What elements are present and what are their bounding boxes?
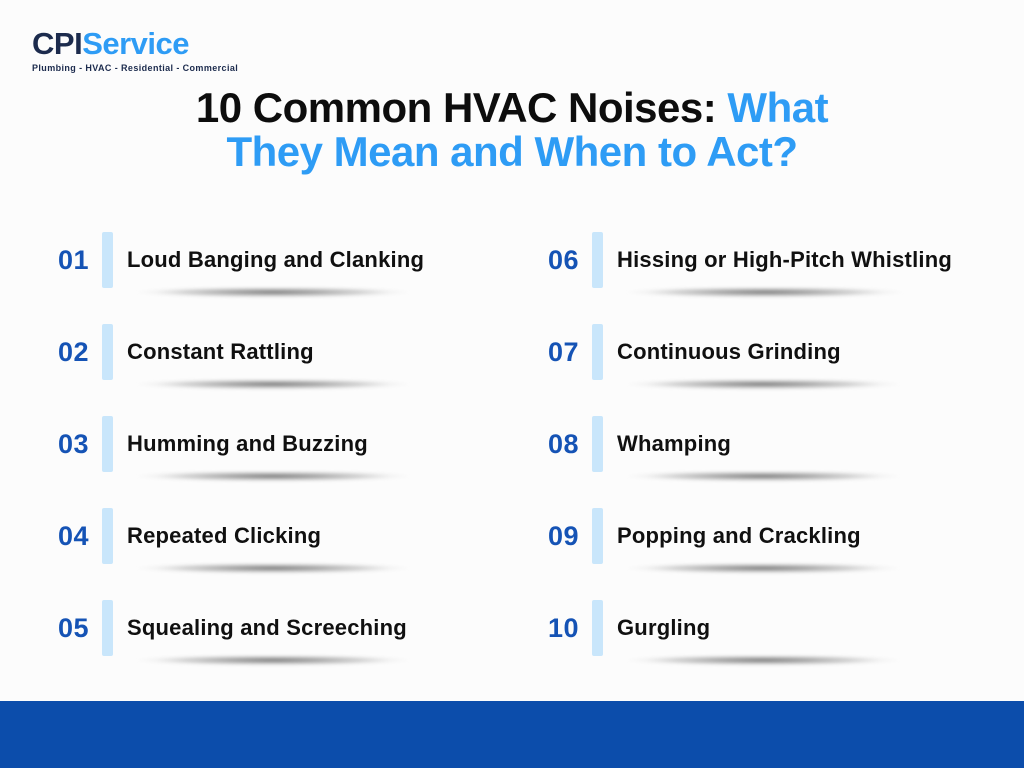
item-accent-bar — [102, 600, 113, 656]
page-title-line1 — [196, 84, 828, 131]
item-shadow — [106, 380, 440, 391]
item-label: Whamping — [617, 431, 732, 456]
item-card — [102, 508, 458, 564]
item-label: Gurgling — [617, 615, 711, 640]
brand-name-secondary: Service — [82, 26, 190, 61]
item-number: 02 — [58, 336, 90, 367]
item-card — [102, 416, 458, 472]
item-accent-bar — [102, 416, 113, 472]
list-item — [548, 508, 948, 564]
item-accent-bar — [592, 324, 603, 380]
item-card — [592, 324, 948, 380]
item-accent-bar — [102, 324, 113, 380]
item-label: Loud Banging and Clanking — [127, 247, 425, 272]
list-item — [58, 508, 458, 564]
brand-tagline: Plumbing - HVAC - Residential - Commercial — [32, 63, 239, 73]
item-card — [592, 600, 948, 656]
item-label: Popping and Crackling — [617, 523, 861, 548]
list-item — [548, 416, 948, 472]
item-accent-bar — [592, 508, 603, 564]
noise-list-right-column — [548, 232, 952, 656]
list-item — [58, 232, 458, 288]
brand-name — [32, 28, 238, 59]
item-number: 04 — [58, 520, 90, 551]
item-number: 07 — [548, 336, 580, 367]
item-number: 09 — [548, 520, 580, 551]
item-label: Hissing or High-Pitch Whistling — [617, 247, 952, 272]
item-shadow — [596, 288, 934, 299]
item-shadow — [596, 656, 930, 667]
item-card — [592, 416, 948, 472]
noise-list-left-column — [58, 232, 458, 656]
list-item — [58, 600, 458, 656]
item-accent-bar — [102, 508, 113, 564]
item-accent-bar — [592, 600, 603, 656]
list-item — [548, 324, 948, 380]
list-item — [58, 416, 458, 472]
item-shadow — [106, 564, 440, 575]
item-number: 10 — [548, 612, 580, 643]
item-card — [592, 508, 948, 564]
page-title-accent-part1: What — [727, 84, 829, 131]
page-title-accent-part2: They Mean and When to Act? — [226, 128, 798, 175]
item-number: 08 — [548, 428, 580, 459]
item-label: Squealing and Screeching — [127, 615, 407, 640]
item-number: 03 — [58, 428, 90, 459]
brand-name-primary: CPI — [32, 26, 83, 61]
page-title — [0, 86, 1024, 174]
item-label: Constant Rattling — [127, 339, 314, 364]
item-accent-bar — [592, 232, 603, 288]
item-number: 06 — [548, 244, 580, 275]
list-item — [548, 232, 952, 288]
list-item — [548, 600, 948, 656]
brand-logo — [32, 28, 238, 73]
item-card — [102, 324, 458, 380]
item-shadow — [596, 564, 930, 575]
item-shadow — [106, 472, 440, 483]
list-item — [58, 324, 458, 380]
item-shadow — [106, 288, 440, 299]
page-title-dark-part: 10 Common HVAC Noises: — [195, 84, 728, 131]
item-label: Repeated Clicking — [127, 523, 322, 548]
item-label: Humming and Buzzing — [127, 431, 368, 456]
item-card — [592, 232, 952, 288]
footer-accent-bar — [0, 701, 1024, 768]
item-label: Continuous Grinding — [617, 339, 841, 364]
item-number: 05 — [58, 612, 90, 643]
item-accent-bar — [592, 416, 603, 472]
item-card — [102, 600, 458, 656]
item-shadow — [596, 380, 930, 391]
noise-list — [58, 232, 952, 656]
item-number: 01 — [58, 244, 90, 275]
item-accent-bar — [102, 232, 113, 288]
item-shadow — [106, 656, 440, 667]
item-shadow — [596, 472, 930, 483]
item-card — [102, 232, 458, 288]
